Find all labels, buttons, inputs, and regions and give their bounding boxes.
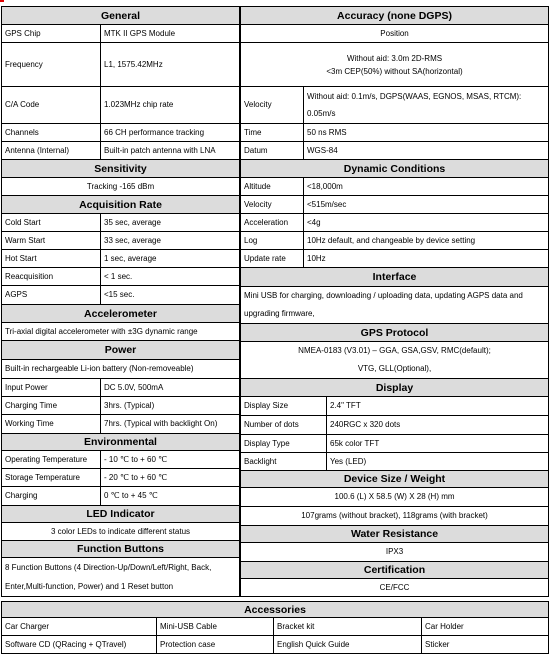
dynamic-label: Log: [241, 232, 304, 250]
red-corner-mark: [0, 0, 4, 2]
accuracy-heading: Accuracy (none DGPS): [241, 7, 549, 25]
acquisition-value: 35 sec, average: [101, 214, 240, 232]
power-value: 7hrs. (Typical with backlight On): [101, 415, 240, 434]
table-row: [2, 397, 240, 415]
accuracy-position-value: Without aid: 3.0m 2D-RMS <3m CEP(50%) without SA(horizontal): [241, 43, 549, 87]
dynamic-heading: Dynamic Conditions: [241, 160, 549, 178]
led-value: 3 color LEDs to indicate different status: [2, 523, 240, 541]
certification-heading: Certification: [241, 562, 549, 579]
right-column: [240, 6, 548, 597]
table-row: [2, 268, 240, 286]
dynamic-value: <4g: [304, 214, 549, 232]
led-heading: LED Indicator: [2, 506, 240, 523]
table-row: [2, 487, 240, 506]
accuracy-label: Time: [241, 124, 304, 142]
table-row: [241, 142, 549, 160]
table-row: [241, 124, 549, 142]
accuracy-label: Velocity: [241, 87, 304, 124]
dynamic-value: 10Hz default, and changeable by device setting: [304, 232, 549, 250]
general-heading: General: [2, 7, 240, 25]
table-row: [241, 214, 549, 232]
table-row: [2, 415, 240, 434]
table-row: [2, 250, 240, 268]
power-battery: Built-in rechargeable Li-ion battery (Non-removeable): [2, 360, 240, 379]
left-column: [1, 6, 239, 597]
accessories-heading: Accessories: [2, 602, 549, 618]
table-row: [241, 416, 549, 435]
accessory-item: English Quick Guide: [274, 636, 422, 654]
table-row: [241, 178, 549, 196]
table-row: [2, 232, 240, 250]
environmental-label: Operating Temperature: [2, 451, 101, 469]
accessory-item: Bracket kit: [274, 618, 422, 636]
accessory-item: Sticker: [422, 636, 549, 654]
environmental-label: Storage Temperature: [2, 469, 101, 487]
power-label: Working Time: [2, 415, 101, 434]
acquisition-value: 1 sec, average: [101, 250, 240, 268]
accuracy-label: Datum: [241, 142, 304, 160]
protocol-cell: [241, 342, 549, 379]
display-value: 2.4" TFT: [327, 397, 549, 416]
power-label: Charging Time: [2, 397, 101, 415]
buttons-heading: Function Buttons: [2, 541, 240, 558]
display-label: Display Type: [241, 435, 327, 453]
table-row: [2, 451, 240, 469]
table-row: [2, 469, 240, 487]
general-value: Built-in patch antenna with LNA: [101, 142, 240, 160]
table-row: [2, 87, 240, 124]
acquisition-label: Reacquisition: [2, 268, 101, 286]
general-label: GPS Chip: [2, 25, 101, 43]
table-row: [2, 25, 240, 43]
accuracy-position-label: Position: [241, 25, 549, 43]
table-row: [241, 87, 549, 124]
water-value: IPX3: [241, 543, 549, 562]
power-label: Input Power: [2, 379, 101, 397]
display-heading: Display: [241, 379, 549, 397]
dynamic-value: 10Hz: [304, 250, 549, 268]
general-label: Frequency: [2, 43, 101, 87]
table-row: [2, 124, 240, 142]
accelerometer-heading: Accelerometer: [2, 305, 240, 323]
display-value: 65k color TFT: [327, 435, 549, 453]
general-value: 66 CH performance tracking: [101, 124, 240, 142]
accessory-item: Mini-USB Cable: [157, 618, 274, 636]
device-heading: Device Size / Weight: [241, 471, 549, 488]
acquisition-label: Hot Start: [2, 250, 101, 268]
accessory-item: Car Holder: [422, 618, 549, 636]
interface-heading: Interface: [241, 268, 549, 287]
environmental-label: Charging: [2, 487, 101, 506]
table-row: [2, 618, 549, 636]
acquisition-heading: Acquisition Rate: [2, 196, 240, 214]
water-heading: Water Resistance: [241, 526, 549, 543]
device-size: 100.6 (L) X 58.5 (W) X 28 (H) mm: [241, 488, 549, 507]
display-label: Number of dots: [241, 416, 327, 435]
accessories-section: [1, 601, 548, 654]
right-spec-table: [240, 6, 549, 597]
dynamic-label: Velocity: [241, 196, 304, 214]
display-value: 240RGC x 320 dots: [327, 416, 549, 435]
accessory-item: Software CD (QRacing + QTravel): [2, 636, 157, 654]
accessory-item: Car Charger: [2, 618, 157, 636]
accelerometer-value: Tri-axial digital accelerometer with ±3G dynamic range: [2, 323, 240, 341]
acquisition-label: Warm Start: [2, 232, 101, 250]
acquisition-label: Cold Start: [2, 214, 101, 232]
environmental-heading: Environmental: [2, 434, 240, 451]
table-row: [2, 43, 240, 87]
accuracy-value: 50 ns RMS: [304, 124, 549, 142]
general-value: L1, 1575.42MHz: [101, 43, 240, 87]
display-value: Yes (LED): [327, 453, 549, 471]
accessories-table: [1, 601, 549, 654]
sensitivity-heading: Sensitivity: [2, 160, 240, 178]
acquisition-value: 33 sec, average: [101, 232, 240, 250]
table-row: [241, 196, 549, 214]
device-weight: 107grams (without bracket), 118grams (with bracket): [241, 507, 549, 526]
table-row: [241, 397, 549, 416]
environmental-value: - 10 ℃ to + 60 ℃: [101, 451, 240, 469]
acquisition-label: AGPS: [2, 286, 101, 305]
power-value: DC 5.0V, 500mA: [101, 379, 240, 397]
display-label: Backlight: [241, 453, 327, 471]
power-heading: Power: [2, 341, 240, 360]
general-label: C/A Code: [2, 87, 101, 124]
table-row: [2, 214, 240, 232]
table-row: [2, 379, 240, 397]
environmental-value: 0 ℃ to + 45 ℃: [101, 487, 240, 506]
dynamic-value: <515m/sec: [304, 196, 549, 214]
environmental-value: - 20 ℃ to + 60 ℃: [101, 469, 240, 487]
general-value: MTK II GPS Module: [101, 25, 240, 43]
table-row: [2, 286, 240, 305]
protocol-line-2: VTG, GLL(Optional),: [357, 364, 432, 373]
accuracy-value: Without aid: 0.1m/s, DGPS(WAAS, EGNOS, MSAS, RTCM): 0.05m/s: [304, 87, 549, 124]
buttons-value: 8 Function Buttons (4 Direction-Up/Down/Left/Right, Back, Enter,Multi-function, Power) and 1 Reset button: [2, 558, 240, 597]
protocol-line-1: NMEA-0183 (V3.01) – GGA, GSA,GSV, RMC(default);: [298, 346, 491, 355]
accessory-item: Protection case: [157, 636, 274, 654]
acquisition-value: < 1 sec.: [101, 268, 240, 286]
acquisition-value: <15 sec.: [101, 286, 240, 305]
general-label: Antenna (Internal): [2, 142, 101, 160]
dynamic-label: Altitude: [241, 178, 304, 196]
dynamic-label: Acceleration: [241, 214, 304, 232]
protocol-heading: GPS Protocol: [241, 324, 549, 342]
certification-value: CE/FCC: [241, 579, 549, 597]
display-label: Display Size: [241, 397, 327, 416]
power-value: 3hrs. (Typical): [101, 397, 240, 415]
dynamic-value: <18,000m: [304, 178, 549, 196]
table-row: [241, 250, 549, 268]
left-spec-table: [1, 6, 240, 597]
table-row: [241, 453, 549, 471]
general-label: Channels: [2, 124, 101, 142]
sensitivity-value: Tracking -165 dBm: [2, 178, 240, 196]
general-value: 1.023MHz chip rate: [101, 87, 240, 124]
dynamic-label: Update rate: [241, 250, 304, 268]
table-row: [241, 232, 549, 250]
table-row: [241, 435, 549, 453]
table-row: [2, 636, 549, 654]
accuracy-value: WGS-84: [304, 142, 549, 160]
table-row: [2, 142, 240, 160]
interface-value: Mini USB for charging, downloading / uploading data, updating AGPS data and upgrading firmware,: [241, 287, 549, 324]
